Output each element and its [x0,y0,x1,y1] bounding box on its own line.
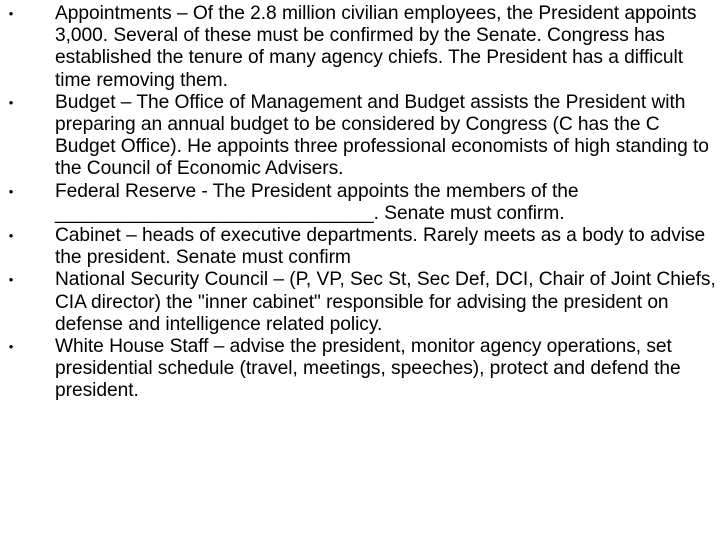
bullet-text: Federal Reserve - The President appoints the members of the ______________________________. Senate must confirm. [55,180,579,224]
bullet-text: Budget – The Office of Management and Budget assists the President with preparing an annual budget to be considered by Congress (C has the C Budget Office). He appoints three professional economists of high standing to the Council of Economic Advisers. [55,91,709,180]
bullet-icon: • [8,183,14,199]
bullet-list [0,3,720,403]
bullet-budget [0,92,720,181]
bullet-federal-reserve [0,181,720,225]
bullet-text: Cabinet – heads of executive departments. Rarely meets as a body to advise the president. Senate must confirm [55,225,706,269]
bullet-icon: • [8,339,14,355]
bullet-text: National Security Council – (P, VP, Sec St, Sec Def, DCI, Chair of Joint Chiefs, CIA director) the "inner cabinet" responsible for advising the president on defense and intelligence related policy. [55,269,716,335]
bullet-text: White House Staff – advise the president, monitor agency operations, set presidential schedule (travel, meetings, speeches), protect and defend the president. [55,336,681,402]
bullet-icon: • [8,94,14,110]
bullet-text: Appointments – Of the 2.8 million civilian employees, the President appoints 3,000. Several of these must be confirmed by the Senate. Congress has established the tenure of many agency chiefs. The President has a difficult time removing them. [55,3,697,91]
bullet-icon: • [8,228,14,244]
bullet-national-security-council [0,269,720,336]
bullet-appointments [0,3,720,92]
bullet-cabinet [0,225,720,269]
bullet-white-house-staff [0,336,720,403]
bullet-icon: • [8,272,14,288]
bullet-icon: • [8,6,14,21]
